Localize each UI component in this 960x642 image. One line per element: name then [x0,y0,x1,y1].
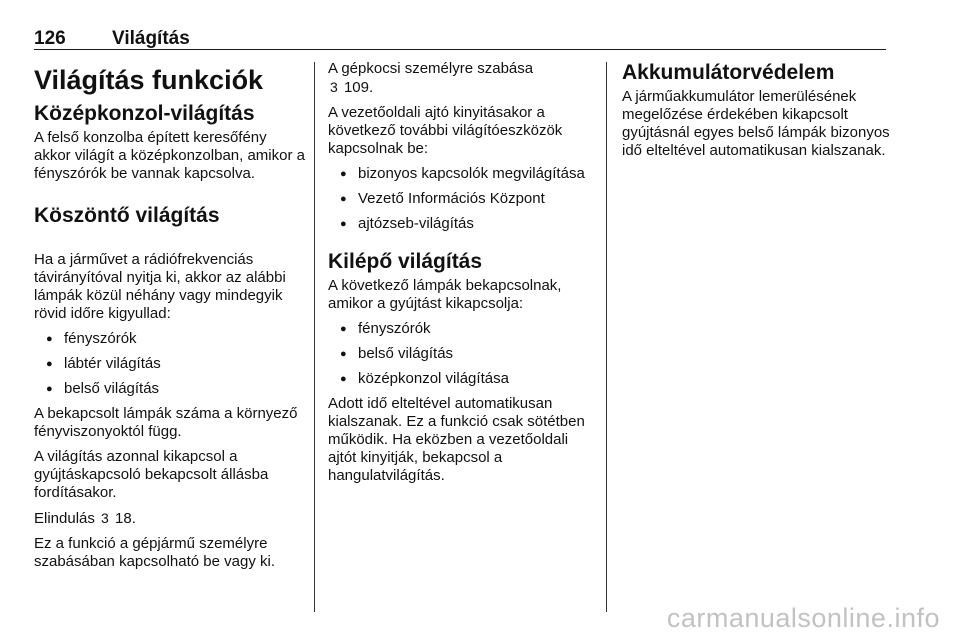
paragraph: A világítás azonnal kikapcsol a gyújtáskapcsoló bekapcsolt állásba fordításakor. [34,448,269,501]
list-item: ● belső világítás [34,380,306,398]
paragraph: Ha a járművet a rádiófrekvenciás távirányítóval nyitja ki, akkor az alábbi lámpák közül néhány vagy mindegyik rövid időre kigyullad: [34,251,286,322]
list-item: ● belső világítás [328,345,596,363]
paragraph-with-reference [328,60,596,97]
list-item: ● bizonyos kapcsolók megvilágítása [328,165,596,183]
page-number: 126 [34,28,66,49]
list-item: ● Vezető Információs Központ [328,190,596,208]
main-heading: Világítás funkciók [34,65,264,95]
section-heading-welcome-lighting: Köszöntő világítás [34,204,220,227]
paragraph: A járműakkumulátor lemerülésének megelőzése érdekében kikapcsolt gyújtásnál egyes belső lámpák bizonyos idő elteltével automatikusan kialszanak. [622,88,890,159]
section-heading-battery-protection: Akkumulátorvédelem [622,61,835,84]
paragraph: Adott idő elteltével automatikusan kialszanak. Ez a funkció csak sötétben működik. Ha eközben a vezetőoldali ajtót kinyitják, bekapcsol a hangulatvilágítás. [328,395,585,484]
cross-reference-icon: 3 [101,510,109,526]
paragraph: A bekapcsolt lámpák száma a környező fényviszonyoktól függ. [34,405,298,440]
section-heading-center-console: Középkonzol-világítás [34,102,255,125]
paragraph-with-reference [34,509,306,528]
paragraph: A felső konzolba épített keresőfény akkor világít a középkonzolban, amikor a fényszórók be vannak kapcsolva. [34,129,305,182]
cross-reference-icon: 3 [330,79,338,95]
column-divider [314,62,315,612]
column-2 [328,60,596,492]
bullet-list [328,320,596,388]
column-divider [606,62,607,612]
paragraph: A következő lámpák bekapcsolnak, amikor a gyújtást kikapcsolja: [328,277,562,312]
list-item: ● fényszórók [328,320,596,338]
page-reference-link[interactable]: 109. [343,79,374,96]
running-title: Világítás [112,28,190,49]
list-item: ● ajtózseb-világítás [328,215,596,233]
list-item: ● középkonzol világítása [328,370,596,388]
paragraph: Ez a funkció a gépjármű személyre szabásában kapcsolható be vagy ki. [34,535,275,570]
bullet-list [328,165,596,233]
list-item: ● fényszórók [34,330,306,348]
page-reference-link[interactable]: 18. [115,510,136,527]
section-heading-exit-lighting: Kilépő világítás [328,250,483,273]
list-item: ● lábtér világítás [34,355,306,373]
paragraph: A vezetőoldali ajtó kinyitásakor a következő további világítóeszközök kapcsolnak be: [328,104,563,157]
page-header [34,22,886,50]
column-3 [622,60,894,167]
paragraph-text: A gépkocsi személyre szabása [328,60,534,77]
column-1 [34,60,306,578]
paragraph-text: Elindulás [34,510,95,527]
watermark: carmanualsonline.info [666,603,940,633]
bullet-list [34,330,306,398]
